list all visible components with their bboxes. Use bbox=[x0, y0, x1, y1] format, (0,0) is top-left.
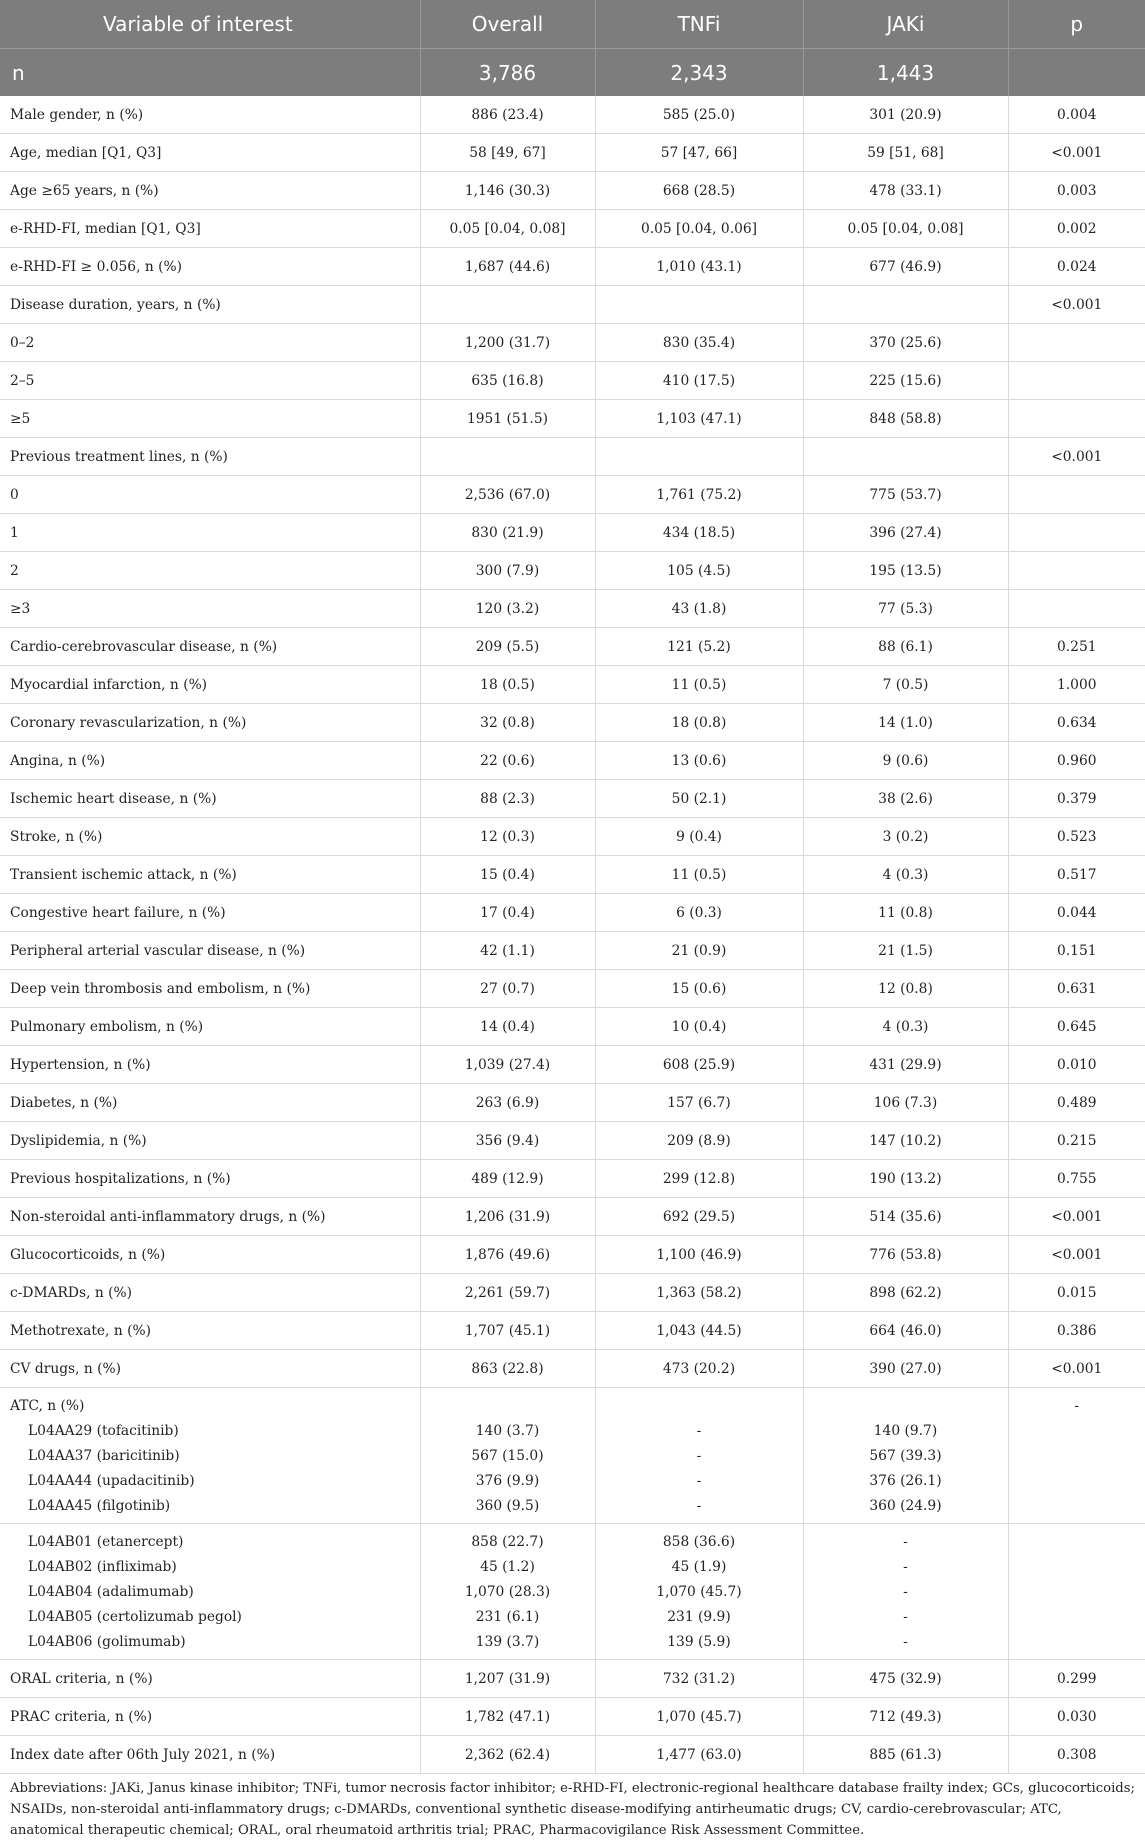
cell-overall: 1,206 (31.9) bbox=[420, 1198, 595, 1236]
table-row bbox=[0, 628, 1145, 666]
table-row bbox=[0, 210, 1145, 248]
cell-jaki: 88 (6.1) bbox=[803, 628, 1008, 666]
cell-jaki: 677 (46.9) bbox=[803, 248, 1008, 286]
table-row bbox=[0, 1198, 1145, 1236]
cell-jaki: 885 (61.3) bbox=[803, 1736, 1008, 1774]
cell-overall: 356 (9.4) bbox=[420, 1122, 595, 1160]
table-row bbox=[0, 1046, 1145, 1084]
cell-jaki: 190 (13.2) bbox=[803, 1160, 1008, 1198]
cell-overall: 1,707 (45.1) bbox=[420, 1312, 595, 1350]
cell-p-value: <0.001 bbox=[1008, 134, 1145, 172]
cell-p-value: 0.631 bbox=[1008, 970, 1145, 1008]
cell-p-value: 0.015 bbox=[1008, 1274, 1145, 1312]
cell-jaki: 7 (0.5) bbox=[803, 666, 1008, 704]
cell-tnfi bbox=[595, 438, 803, 476]
cell-p-value: 0.004 bbox=[1008, 96, 1145, 134]
cell-overall: 1,039 (27.4) bbox=[420, 1046, 595, 1084]
cell-jaki bbox=[803, 438, 1008, 476]
atc-code-label: L04AB06 (golimumab) bbox=[28, 1634, 186, 1650]
cell-tnfi: 830 (35.4) bbox=[595, 324, 803, 362]
atc-code-value: 1,070 (45.7) bbox=[656, 1584, 742, 1600]
atc-code-value: - bbox=[903, 1584, 908, 1600]
cell-overall: 263 (6.9) bbox=[420, 1084, 595, 1122]
cell-variable: Previous hospitalizations, n (%) bbox=[0, 1160, 420, 1198]
cell-jaki: 106 (7.3) bbox=[803, 1084, 1008, 1122]
group-title: ATC, n (%) bbox=[10, 1398, 85, 1414]
cell-overall: 830 (21.9) bbox=[420, 514, 595, 552]
cell-tnfi: 1,103 (47.1) bbox=[595, 400, 803, 438]
cell-tnfi: 1,070 (45.7) bbox=[595, 1698, 803, 1736]
cell-variable: ≥3 bbox=[0, 590, 420, 628]
cell-tnfi: 668 (28.5) bbox=[595, 172, 803, 210]
cell-p-value: <0.001 bbox=[1008, 1236, 1145, 1274]
cell-jaki: 478 (33.1) bbox=[803, 172, 1008, 210]
atc-code-value: - bbox=[903, 1534, 908, 1550]
cell-tnfi: 11 (0.5) bbox=[595, 856, 803, 894]
cell-jaki: 475 (32.9) bbox=[803, 1660, 1008, 1698]
cell-variable: Disease duration, years, n (%) bbox=[0, 286, 420, 324]
cell-variable: 2 bbox=[0, 552, 420, 590]
cell-jaki: 14 (1.0) bbox=[803, 704, 1008, 742]
cell-p-value: 0.299 bbox=[1008, 1660, 1145, 1698]
cell-tnfi: 13 (0.6) bbox=[595, 742, 803, 780]
cell-variable: e-RHD-FI ≥ 0.056, n (%) bbox=[0, 248, 420, 286]
cell-variable: Angina, n (%) bbox=[0, 742, 420, 780]
atc-code-label: L04AB02 (infliximab) bbox=[28, 1559, 177, 1575]
cell-p-value: 0.003 bbox=[1008, 172, 1145, 210]
cell-overall: 1951 (51.5) bbox=[420, 400, 595, 438]
cell-variable: Age ≥65 years, n (%) bbox=[0, 172, 420, 210]
atc-code-label: L04AA29 (tofacitinib) bbox=[28, 1423, 179, 1439]
sample-size-label: n bbox=[0, 49, 420, 97]
cell-overall bbox=[420, 1388, 595, 1524]
cell-jaki: 370 (25.6) bbox=[803, 324, 1008, 362]
atc-code-label: L04AB04 (adalimumab) bbox=[28, 1584, 194, 1600]
atc-code-value: 140 (9.7) bbox=[873, 1423, 938, 1439]
column-header-row bbox=[0, 0, 1145, 49]
cell-variable: Non-steroidal anti-inflammatory drugs, n (%) bbox=[0, 1198, 420, 1236]
group-title-spacer bbox=[421, 1394, 595, 1419]
table-row-group bbox=[0, 1388, 1145, 1524]
cell-overall bbox=[420, 286, 595, 324]
sample-size-overall: 3,786 bbox=[420, 49, 595, 97]
cell-variable: Pulmonary embolism, n (%) bbox=[0, 1008, 420, 1046]
table-row bbox=[0, 134, 1145, 172]
cell-tnfi: 209 (8.9) bbox=[595, 1122, 803, 1160]
cell-variable: Methotrexate, n (%) bbox=[0, 1312, 420, 1350]
cell-variable bbox=[0, 1524, 420, 1660]
cell-jaki: 225 (15.6) bbox=[803, 362, 1008, 400]
table-row bbox=[0, 172, 1145, 210]
cell-variable: Age, median [Q1, Q3] bbox=[0, 134, 420, 172]
table-row bbox=[0, 1236, 1145, 1274]
cell-p-value bbox=[1008, 590, 1145, 628]
atc-code-value: - bbox=[696, 1473, 702, 1489]
atc-code-value: 231 (9.9) bbox=[667, 1609, 731, 1625]
cell-jaki: 301 (20.9) bbox=[803, 96, 1008, 134]
cell-variable: Congestive heart failure, n (%) bbox=[0, 894, 420, 932]
cell-jaki: 712 (49.3) bbox=[803, 1698, 1008, 1736]
table-row bbox=[0, 400, 1145, 438]
atc-code-value: 567 (39.3) bbox=[869, 1448, 942, 1464]
group-title-spacer bbox=[804, 1394, 1008, 1419]
cell-variable: Previous treatment lines, n (%) bbox=[0, 438, 420, 476]
cell-p-value bbox=[1008, 476, 1145, 514]
table-row bbox=[0, 1350, 1145, 1388]
cell-jaki: 11 (0.8) bbox=[803, 894, 1008, 932]
table-row bbox=[0, 666, 1145, 704]
cell-overall: 15 (0.4) bbox=[420, 856, 595, 894]
cell-overall: 88 (2.3) bbox=[420, 780, 595, 818]
table-footnote: Abbreviations: JAKi, Janus kinase inhibitor; TNFi, tumor necrosis factor inhibitor; e-RHD-FI, electronic-regional healthcare database frailty index; GCs, glucocorticoids; NSAIDs, non-steroidal anti-inflammatory drugs; c-DMARDs, conventional synthetic disease-modifying antirheumatic drugs; CV, cardio-cerebrovascular; ATC, anatomical therapeutic chemical; ORAL, oral rheumatoid arthritis trial; PRAC, Pharmacovigilance Risk Assessment Committee. bbox=[10, 1781, 1135, 1838]
cell-tnfi: 105 (4.5) bbox=[595, 552, 803, 590]
cell-tnfi: 157 (6.7) bbox=[595, 1084, 803, 1122]
cell-jaki: 775 (53.7) bbox=[803, 476, 1008, 514]
table-row bbox=[0, 970, 1145, 1008]
cell-p-value: 0.755 bbox=[1008, 1160, 1145, 1198]
cell-overall: 0.05 [0.04, 0.08] bbox=[420, 210, 595, 248]
table-row bbox=[0, 742, 1145, 780]
column-header-tnfi: TNFi bbox=[595, 0, 803, 49]
atc-code-value: 858 (22.7) bbox=[471, 1534, 544, 1550]
sample-size-p bbox=[1008, 49, 1145, 97]
cell-variable: Glucocorticoids, n (%) bbox=[0, 1236, 420, 1274]
cell-jaki: 848 (58.8) bbox=[803, 400, 1008, 438]
table-row bbox=[0, 590, 1145, 628]
cell-variable: Male gender, n (%) bbox=[0, 96, 420, 134]
cell-p-value: <0.001 bbox=[1008, 1350, 1145, 1388]
atc-code-value: 231 (6.1) bbox=[475, 1609, 540, 1625]
cell-jaki: 390 (27.0) bbox=[803, 1350, 1008, 1388]
cell-variable: Ischemic heart disease, n (%) bbox=[0, 780, 420, 818]
cell-overall: 17 (0.4) bbox=[420, 894, 595, 932]
cell-tnfi: 410 (17.5) bbox=[595, 362, 803, 400]
cell-tnfi: 15 (0.6) bbox=[595, 970, 803, 1008]
cell-tnfi bbox=[595, 286, 803, 324]
cell-overall bbox=[420, 438, 595, 476]
cell-jaki: 0.05 [0.04, 0.08] bbox=[803, 210, 1008, 248]
atc-code-label: L04AA45 (filgotinib) bbox=[28, 1498, 171, 1514]
sample-size-row bbox=[0, 49, 1145, 97]
column-header-p: p bbox=[1008, 0, 1145, 49]
cell-variable: Transient ischemic attack, n (%) bbox=[0, 856, 420, 894]
table-row bbox=[0, 704, 1145, 742]
table-row bbox=[0, 514, 1145, 552]
sample-size-tnfi: 2,343 bbox=[595, 49, 803, 97]
cell-tnfi: 299 (12.8) bbox=[595, 1160, 803, 1198]
cell-p-value: 0.634 bbox=[1008, 704, 1145, 742]
atc-code-value: 376 (26.1) bbox=[869, 1473, 942, 1489]
cell-tnfi: 11 (0.5) bbox=[595, 666, 803, 704]
cell-tnfi: 18 (0.8) bbox=[595, 704, 803, 742]
cell-overall: 12 (0.3) bbox=[420, 818, 595, 856]
atc-code-value: - bbox=[696, 1498, 702, 1514]
cell-jaki: 38 (2.6) bbox=[803, 780, 1008, 818]
table-row bbox=[0, 932, 1145, 970]
cell-jaki: 3 (0.2) bbox=[803, 818, 1008, 856]
cell-jaki: 431 (29.9) bbox=[803, 1046, 1008, 1084]
cell-tnfi: 57 [47, 66] bbox=[595, 134, 803, 172]
sample-size-jaki: 1,443 bbox=[803, 49, 1008, 97]
cell-p-value bbox=[1008, 1524, 1145, 1660]
atc-code-label: L04AA44 (upadacitinib) bbox=[28, 1473, 195, 1489]
cell-overall: 2,362 (62.4) bbox=[420, 1736, 595, 1774]
cell-variable: Index date after 06th July 2021, n (%) bbox=[0, 1736, 420, 1774]
table-header bbox=[0, 0, 1145, 96]
cell-overall: 635 (16.8) bbox=[420, 362, 595, 400]
cell-overall: 300 (7.9) bbox=[420, 552, 595, 590]
cell-jaki: 59 [51, 68] bbox=[803, 134, 1008, 172]
atc-code-value: 45 (1.9) bbox=[671, 1559, 727, 1575]
cell-variable: ORAL criteria, n (%) bbox=[0, 1660, 420, 1698]
table-row bbox=[0, 362, 1145, 400]
cell-overall: 58 [49, 67] bbox=[420, 134, 595, 172]
cell-p-value bbox=[1008, 552, 1145, 590]
atc-code-value: 1,070 (28.3) bbox=[464, 1584, 551, 1600]
atc-code-value: 360 (24.9) bbox=[869, 1498, 942, 1514]
table-row bbox=[0, 780, 1145, 818]
cell-jaki: 147 (10.2) bbox=[803, 1122, 1008, 1160]
table-row-group bbox=[0, 1524, 1145, 1660]
cell-tnfi: 121 (5.2) bbox=[595, 628, 803, 666]
cell-variable: Deep vein thrombosis and embolism, n (%) bbox=[0, 970, 420, 1008]
atc-code-label: L04AB01 (etanercept) bbox=[28, 1534, 184, 1550]
table-row bbox=[0, 1160, 1145, 1198]
cell-variable: CV drugs, n (%) bbox=[0, 1350, 420, 1388]
cell-p-value: 0.645 bbox=[1008, 1008, 1145, 1046]
cell-p-value: 0.386 bbox=[1008, 1312, 1145, 1350]
cell-overall: 1,146 (30.3) bbox=[420, 172, 595, 210]
cell-overall: 1,687 (44.6) bbox=[420, 248, 595, 286]
cell-p-value: 0.379 bbox=[1008, 780, 1145, 818]
cell-variable: e-RHD-FI, median [Q1, Q3] bbox=[0, 210, 420, 248]
cell-tnfi: 732 (31.2) bbox=[595, 1660, 803, 1698]
cell-overall: 120 (3.2) bbox=[420, 590, 595, 628]
atc-code-value: - bbox=[696, 1423, 702, 1439]
atc-code-value: 567 (15.0) bbox=[471, 1448, 544, 1464]
atc-code-value: 376 (9.9) bbox=[475, 1473, 540, 1489]
column-header-overall: Overall bbox=[420, 0, 595, 49]
atc-code-value: - bbox=[903, 1559, 908, 1575]
cell-variable: 0 bbox=[0, 476, 420, 514]
cell-variable: Myocardial infarction, n (%) bbox=[0, 666, 420, 704]
cell-variable: Diabetes, n (%) bbox=[0, 1084, 420, 1122]
cell-variable: 1 bbox=[0, 514, 420, 552]
cell-jaki bbox=[803, 286, 1008, 324]
cell-tnfi: 43 (1.8) bbox=[595, 590, 803, 628]
cell-overall: 27 (0.7) bbox=[420, 970, 595, 1008]
table-row bbox=[0, 324, 1145, 362]
cell-overall: 1,876 (49.6) bbox=[420, 1236, 595, 1274]
table-row bbox=[0, 286, 1145, 324]
cell-p-value: <0.001 bbox=[1008, 286, 1145, 324]
table-row bbox=[0, 1736, 1145, 1774]
cell-variable: c-DMARDs, n (%) bbox=[0, 1274, 420, 1312]
cell-p-value: <0.001 bbox=[1008, 438, 1145, 476]
table-row bbox=[0, 476, 1145, 514]
atc-code-value: 45 (1.2) bbox=[480, 1559, 535, 1575]
cell-overall: 209 (5.5) bbox=[420, 628, 595, 666]
column-header-variable: Variable of interest bbox=[0, 0, 420, 49]
cell-tnfi: 473 (20.2) bbox=[595, 1350, 803, 1388]
cell-jaki bbox=[803, 1388, 1008, 1524]
cell-overall: 1,782 (47.1) bbox=[420, 1698, 595, 1736]
cell-p-value: 0.489 bbox=[1008, 1084, 1145, 1122]
table-row bbox=[0, 1122, 1145, 1160]
table-row bbox=[0, 1312, 1145, 1350]
cell-p-value: 0.151 bbox=[1008, 932, 1145, 970]
cell-tnfi: 9 (0.4) bbox=[595, 818, 803, 856]
atc-code-label: L04AB05 (certolizumab pegol) bbox=[28, 1609, 242, 1625]
cell-variable: Stroke, n (%) bbox=[0, 818, 420, 856]
table-row bbox=[0, 96, 1145, 134]
cell-tnfi bbox=[595, 1388, 803, 1524]
cell-jaki: 195 (13.5) bbox=[803, 552, 1008, 590]
cell-p-value: 0.523 bbox=[1008, 818, 1145, 856]
atc-code-value: 858 (36.6) bbox=[662, 1534, 736, 1550]
cell-p-value bbox=[1008, 324, 1145, 362]
cell-overall: 863 (22.8) bbox=[420, 1350, 595, 1388]
cell-p-value: 0.215 bbox=[1008, 1122, 1145, 1160]
cell-jaki: 776 (53.8) bbox=[803, 1236, 1008, 1274]
atc-code-value: 139 (5.9) bbox=[667, 1634, 731, 1650]
cell-overall: 18 (0.5) bbox=[420, 666, 595, 704]
table-row bbox=[0, 552, 1145, 590]
cell-tnfi: 1,363 (58.2) bbox=[595, 1274, 803, 1312]
table-row bbox=[0, 438, 1145, 476]
cell-p-value bbox=[1008, 1388, 1145, 1524]
cell-overall: 489 (12.9) bbox=[420, 1160, 595, 1198]
cell-jaki: 4 (0.3) bbox=[803, 856, 1008, 894]
cell-p-value: 0.044 bbox=[1008, 894, 1145, 932]
cell-tnfi bbox=[595, 1524, 803, 1660]
cell-p-value: 0.010 bbox=[1008, 1046, 1145, 1084]
cell-p-value: 0.517 bbox=[1008, 856, 1145, 894]
cell-tnfi: 0.05 [0.04, 0.06] bbox=[595, 210, 803, 248]
atc-code-value: 360 (9.5) bbox=[475, 1498, 540, 1514]
atc-code-label: L04AA37 (baricitinib) bbox=[28, 1448, 180, 1464]
cell-overall: 1,200 (31.7) bbox=[420, 324, 595, 362]
cell-tnfi: 1,477 (63.0) bbox=[595, 1736, 803, 1774]
cell-p-value: 1.000 bbox=[1008, 666, 1145, 704]
cell-jaki: 396 (27.4) bbox=[803, 514, 1008, 552]
table-row bbox=[0, 1084, 1145, 1122]
cell-tnfi: 1,100 (46.9) bbox=[595, 1236, 803, 1274]
cell-tnfi: 10 (0.4) bbox=[595, 1008, 803, 1046]
cell-jaki bbox=[803, 1524, 1008, 1660]
cell-p-value: <0.001 bbox=[1008, 1198, 1145, 1236]
table-body bbox=[0, 96, 1145, 1774]
cell-jaki: 898 (62.2) bbox=[803, 1274, 1008, 1312]
cell-variable: Peripheral arterial vascular disease, n (%) bbox=[0, 932, 420, 970]
cell-jaki: 12 (0.8) bbox=[803, 970, 1008, 1008]
atc-code-value: - bbox=[903, 1609, 908, 1625]
cell-p-value bbox=[1008, 514, 1145, 552]
cell-overall: 1,207 (31.9) bbox=[420, 1660, 595, 1698]
table-row bbox=[0, 894, 1145, 932]
atc-code-value: 139 (3.7) bbox=[475, 1634, 540, 1650]
cell-tnfi: 692 (29.5) bbox=[595, 1198, 803, 1236]
group-title-spacer bbox=[596, 1394, 803, 1419]
table-row bbox=[0, 1698, 1145, 1736]
table-row bbox=[0, 818, 1145, 856]
cell-variable: 2–5 bbox=[0, 362, 420, 400]
cell-jaki: 4 (0.3) bbox=[803, 1008, 1008, 1046]
column-header-jaki: JAKi bbox=[803, 0, 1008, 49]
atc-code-value: - bbox=[903, 1634, 908, 1650]
cell-p-value: 0.308 bbox=[1008, 1736, 1145, 1774]
cell-overall: 32 (0.8) bbox=[420, 704, 595, 742]
cell-overall: 2,536 (67.0) bbox=[420, 476, 595, 514]
cell-overall: 14 (0.4) bbox=[420, 1008, 595, 1046]
cell-variable: Cardio-cerebrovascular disease, n (%) bbox=[0, 628, 420, 666]
atc-code-value: - bbox=[696, 1448, 702, 1464]
cell-variable: 0–2 bbox=[0, 324, 420, 362]
cell-variable: Coronary revascularization, n (%) bbox=[0, 704, 420, 742]
cell-tnfi: 1,043 (44.5) bbox=[595, 1312, 803, 1350]
cell-tnfi: 50 (2.1) bbox=[595, 780, 803, 818]
cell-variable: ≥5 bbox=[0, 400, 420, 438]
table-row bbox=[0, 1274, 1145, 1312]
cell-variable: Dyslipidemia, n (%) bbox=[0, 1122, 420, 1160]
cell-variable: Hypertension, n (%) bbox=[0, 1046, 420, 1084]
cell-overall: 2,261 (59.7) bbox=[420, 1274, 595, 1312]
table-row bbox=[0, 248, 1145, 286]
cell-variable bbox=[0, 1388, 420, 1524]
cell-jaki: 77 (5.3) bbox=[803, 590, 1008, 628]
cell-p-value bbox=[1008, 400, 1145, 438]
group-p-value: - bbox=[1074, 1398, 1080, 1414]
cell-tnfi: 6 (0.3) bbox=[595, 894, 803, 932]
cell-p-value: 0.030 bbox=[1008, 1698, 1145, 1736]
cell-tnfi: 608 (25.9) bbox=[595, 1046, 803, 1084]
cell-variable: PRAC criteria, n (%) bbox=[0, 1698, 420, 1736]
cell-overall: 22 (0.6) bbox=[420, 742, 595, 780]
table-row bbox=[0, 1008, 1145, 1046]
cell-p-value: 0.024 bbox=[1008, 248, 1145, 286]
cell-overall: 42 (1.1) bbox=[420, 932, 595, 970]
cell-p-value: 0.251 bbox=[1008, 628, 1145, 666]
cell-tnfi: 434 (18.5) bbox=[595, 514, 803, 552]
table-row bbox=[0, 1660, 1145, 1698]
cell-jaki: 9 (0.6) bbox=[803, 742, 1008, 780]
cell-tnfi: 1,761 (75.2) bbox=[595, 476, 803, 514]
cell-tnfi: 21 (0.9) bbox=[595, 932, 803, 970]
cell-overall bbox=[420, 1524, 595, 1660]
cell-tnfi: 1,010 (43.1) bbox=[595, 248, 803, 286]
cell-p-value: 0.002 bbox=[1008, 210, 1145, 248]
cell-p-value bbox=[1008, 362, 1145, 400]
cell-overall: 886 (23.4) bbox=[420, 96, 595, 134]
table-row bbox=[0, 856, 1145, 894]
atc-code-value: 140 (3.7) bbox=[475, 1423, 540, 1439]
cell-jaki: 21 (1.5) bbox=[803, 932, 1008, 970]
cell-jaki: 514 (35.6) bbox=[803, 1198, 1008, 1236]
cell-jaki: 664 (46.0) bbox=[803, 1312, 1008, 1350]
cell-tnfi: 585 (25.0) bbox=[595, 96, 803, 134]
cell-p-value: 0.960 bbox=[1008, 742, 1145, 780]
